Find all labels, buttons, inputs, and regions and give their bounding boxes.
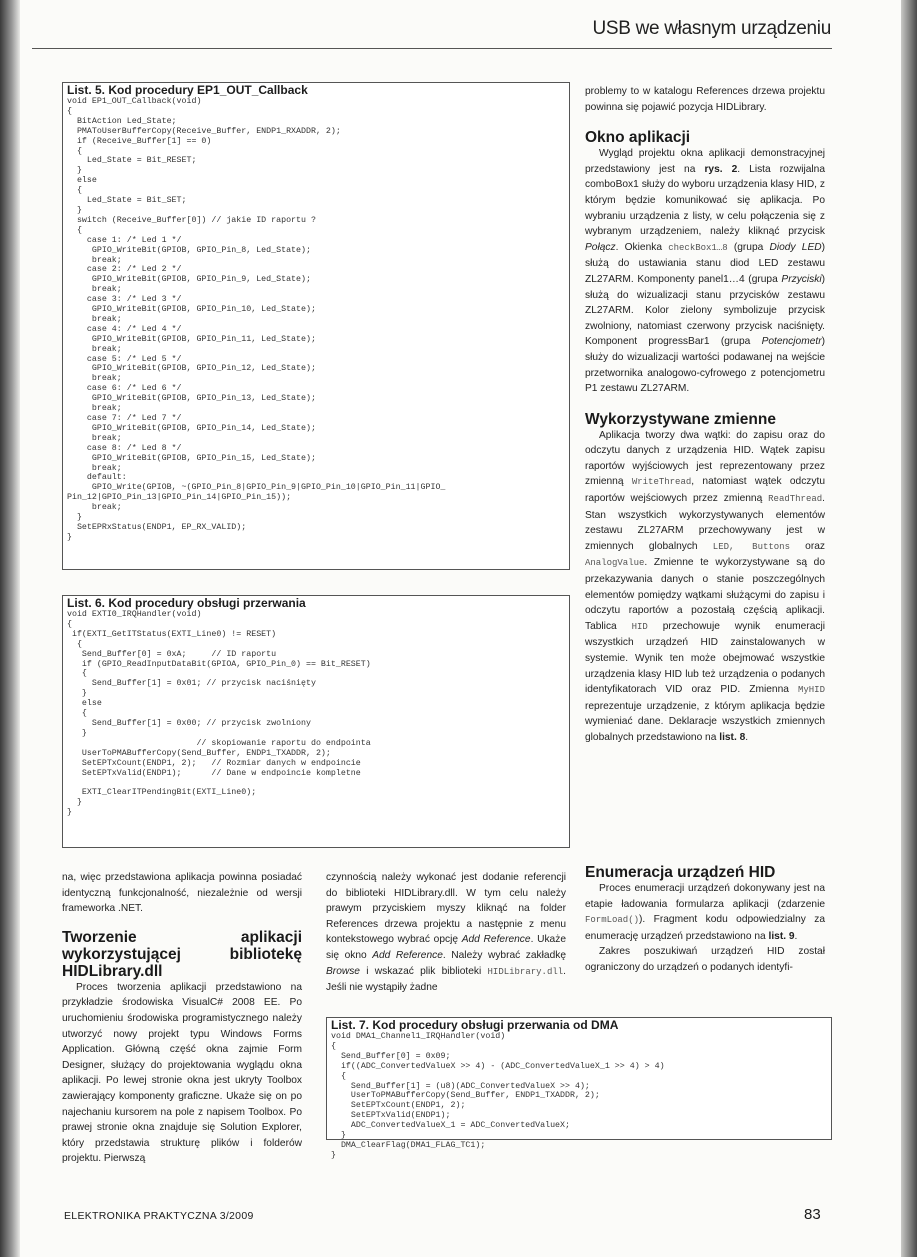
left-column	[62, 870, 302, 1167]
listing-7-box	[326, 1017, 832, 1160]
paragraph-enumeracja: Proces enumeracji urządzeń dokonywany jest na etapie ładowania formularza aplikacji (zdarzenie FormLoad()). Fragment kodu odpowiedzialny za enumerację urządzeń przedstawiono na list. 9.	[585, 883, 825, 942]
running-head: USB we własnym urządzeniu	[592, 18, 831, 39]
middle-column	[326, 870, 566, 996]
paragraph-referencje: czynnością należy wykonać jest dodanie referencji do biblioteki HIDLibrary.dll. W tym celu należy prawym przyciskiem myszy kliknąć na folder References drzewa projektu a następnie z menu kontekstowego wybrać opcję Add Reference. Ukaże się okno Add Reference. Należy wybrać zakładkę Browse i wskazać plik biblioteki HIDLibrary.dll. Jeśli nie wystąpiły żadne	[326, 872, 566, 994]
heading-tworzenie-aplikacji: Tworzenie aplikacji wykorzystującej bibliotekę HIDLibrary.dll	[62, 928, 302, 980]
paragraph-zmienne: Aplikacja tworzy dwa wątki: do zapisu oraz do odczytu danych z urządzenia HID. Wątek zapisu raportów wyjściowych jest reprezentowany przez zmienną WriteThread, natomiast wątek odczytu raportów wejściowych przez zmienną ReadThread. Stan wszystkich wykorzystywanych elementów zestawu ZL27ARM przechowywany jest w zmiennych globalnych LED, Buttons oraz AnalogValue. Zmienne te wykorzystywane są do przekazywania danych o stanie poszczególnych elementów pomiędzy wątkami służącymi do zapisu i odczytu raportów a pozostałą częścią aplikacji. Tablica HID przechowuje wynik enumeracji wszystkich urządzeń HID zainstalowanych w systemie. Wynik ten może obejmować wszystkie urządzenia klasy HID lub też urządzenia o podanych identyfikatorach VID oraz PID. Zmienna MyHID reprezentuje urządzenie, z którym aplikacja będzie wymieniać dane. Deklaracje wszystkich zmiennych globalnych przedstawiono na list. 8.	[585, 429, 825, 743]
paragraph: problemy to w katalogu References drzewa projektu powinna się pojawić pozycja HIDLibrary.	[585, 86, 825, 113]
heading-okno-aplikacji: Okno aplikacji	[585, 129, 691, 147]
listing-7-title: List. 7. Kod procedury obsługi przerwania od DMA	[331, 1018, 619, 1032]
book-spine-shadow	[0, 0, 20, 1257]
heading-enumeracja: Enumeracja urządzeń HID	[585, 864, 776, 881]
listing-5-title: List. 5. Kod procedury EP1_OUT_Callback	[67, 83, 308, 97]
paragraph-okno: Wygląd projektu okna aplikacji demonstracyjnej przedstawiony jest na rys. 2. Lista rozwijalna comboBox1 służy do wyboru urządzenia klasy HID, z którym będzie komunikować się aplikacja. Po wybraniu urządzenia z listy, w celu połączenia się z wybranym urządzeniem, należy kliknąć przycisk Połącz. Okienka checkBox1…8 (grupa Diody LED) służą do ustawiania stanu diod LED zestawu ZL27ARM. Komponenty panel1…4 (grupa Przyciski) służą do wizualizacji stanu przycisków zestawu ZL27ARM. Kolor zielony symbolizuje przycisk zwolniony, natomiast czerwony przycisk naciśnięty. Komponent progressBar1 (grupa Potencjometr) służy do wizualizacji wartości podawanej na wejście przetwornika analogowo-cyfrowego z potencjometru P1 zestawu ZL27ARM.	[585, 148, 826, 395]
right-column-bottom	[585, 864, 825, 976]
paragraph-tworzenie: Proces tworzenia aplikacji przedstawiono na przykładzie środowiska VisualC# 2008 EE. Po uruchomieniu środowiska programistycznego należy utworzyć nowy projekt typu Windows Forms Application. Główną część okna zajmie Form Designer, służący do projektowania wyglądu okna aplikacji. Po lewej stronie okna jest ukryty Toolbox zawierający komponenty graficzne. Ukaże się on po najechaniu kursorem na pole z napisem Toolbox. Po prawej stronie okna znajduje się Solution Explorer, który przedstawia strukturę plików i folderów projektu. Pierwszą	[62, 981, 302, 1165]
heading-wykorzystywane-zmienne: Wykorzystywane zmienne	[585, 410, 776, 428]
listing-5-box	[62, 82, 570, 570]
page-number: 83	[804, 1206, 821, 1223]
listing-6-box	[62, 595, 570, 848]
header-rule	[32, 48, 832, 49]
paragraph: na, więc przedstawiona aplikacja powinna posiadać identyczną funkcjonalność, niezależnie od wersji frameworka .NET.	[62, 872, 302, 915]
paragraph-zakres: Zakres poszukiwań urządzeń HID został ograniczony do urządzeń o podanych identyfi-	[585, 946, 825, 973]
listing-6-title: List. 6. Kod procedury obsługi przerwania	[67, 596, 306, 610]
page-edge-shadow	[901, 0, 917, 1257]
listing-7-code: void DMA1_Channel1_IRQHandler(void) { Send_Buffer[0] = 0x09; if((ADC_ConvertedValueX >> 4) - (ADC_ConvertedValueX_1 >> 4) > 4) { Send_Buffer[1] = (u8)(ADC_ConvertedValueX >> 4); UserToPMABufferCopy(Send_Buffer, ENDP1_TXADDR, 2); SetEPTxCount(ENDP1, 2); SetEPTxValid(ENDP1); ADC_ConvertedValueX_1 = ADC_ConvertedValueX; } DMA_ClearFlag(DMA1_FLAG_TC1); }	[331, 1032, 665, 1160]
listing-6-code: void EXTI0_IRQHandler(void) { if(EXTI_GetITStatus(EXTI_Line0) != RESET) { Send_Buffer[0] = 0xA; // ID raportu if (GPIO_ReadInputDataBit(GPIOA, GPIO_Pin_0) == Bit_RESET) { Send_Buffer[1] = 0x01; // przycisk naciśnięty } else { Send_Buffer[1] = 0x00; // przycisk zwolniony } // skopiowanie raportu do endpointa UserToPMABufferCopy(Send_Buffer, ENDP1_TXADDR, 2); SetEPTxCount(ENDP1, 2); // Rozmiar danych w endpoincie SetEPTxValid(ENDP1); // Dane w endpoincie kompletne EXTI_ClearITPendingBit(EXTI_Line0); } }	[67, 610, 371, 818]
footer-magazine: ELEKTRONIKA PRAKTYCZNA 3/2009	[64, 1210, 254, 1222]
listing-5-code: void EP1_OUT_Callback(void) { BitAction Led_State; PMAToUserBufferCopy(Receive_Buffer, ENDP1_RXADDR, 2); if (Receive_Buffer[1] == 0) { Led_State = Bit_RESET; } else { Led_State = Bit_SET; } switch (Receive_Buffer[0]) // jakie ID raportu ? { case 1: /* Led 1 */ GPIO_WriteBit(GPIOB, GPIO_Pin_8, Led_State); break; case 2: /* Led 2 */ GPIO_WriteBit(GPIOB, GPIO_Pin_9, Led_State); break; case 3: /* Led 3 */ GPIO_WriteBit(GPIOB, GPIO_Pin_10, Led_State); break; case 4: /* Led 4 */ GPIO_WriteBit(GPIOB, GPIO_Pin_11, Led_State); break; case 5: /* Led 5 */ GPIO_WriteBit(GPIOB, GPIO_Pin_12, Led_State); break; case 6: /* Led 6 */ GPIO_WriteBit(GPIOB, GPIO_Pin_13, Led_State); break; case 7: /* Led 7 */ GPIO_WriteBit(GPIOB, GPIO_Pin_14, Led_State); break; case 8: /* Led 8 */ GPIO_WriteBit(GPIOB, GPIO_Pin_15, Led_State); break; default: GPIO_Write(GPIOB, ~(GPIO_Pin_8|GPIO_Pin_9|GPIO_Pin_10|GPIO_Pin_11|GPIO_ Pin_12|GPIO_Pin_13|GPIO_Pin_14|GPIO_Pin_15)); break; } SetEPRxStatus(ENDP1, EP_RX_VALID); }	[67, 97, 446, 542]
right-column-top	[585, 84, 825, 746]
